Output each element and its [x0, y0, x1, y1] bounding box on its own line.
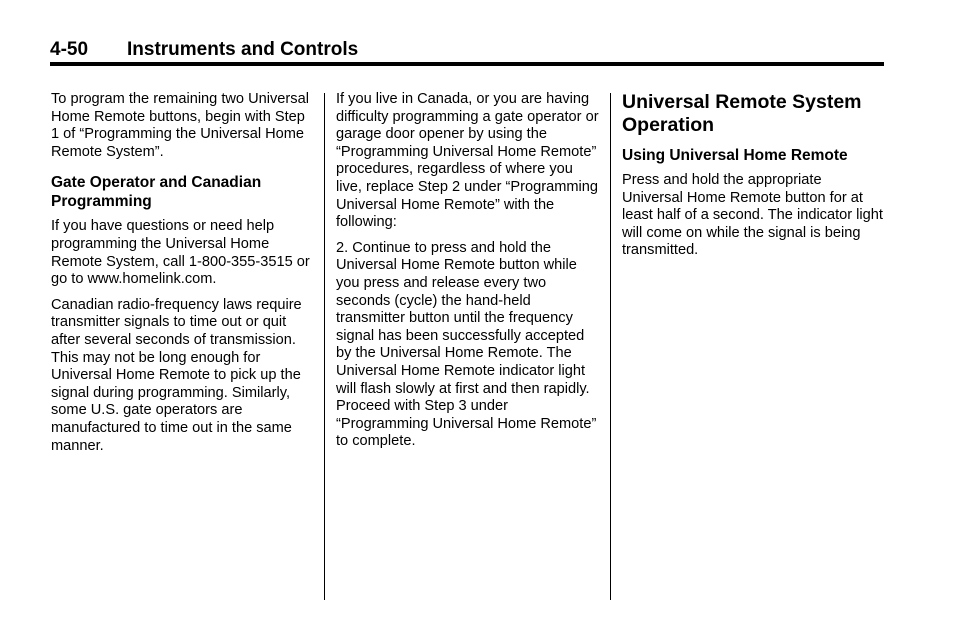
column-right: [622, 91, 886, 268]
header-rule: [50, 62, 884, 66]
column-divider-left: [324, 93, 325, 600]
step-two-paragraph: 2. Continue to press and hold the Universal Home Remote button while you press and release every two seconds (cycle) the hand-held transmitter button until the frequency signal has been successfully accepted by the Universal Home Remote. The Universal Home Remote indicator light will flash slowly at first and then rapidly. Proceed with Step 3 under “Programming Universal Home Remote” to complete.: [336, 239, 597, 450]
section-title: Instruments and Controls: [127, 39, 359, 60]
page-header: [50, 38, 884, 66]
page-number: 4-50: [50, 39, 89, 60]
column-left: [51, 91, 313, 463]
gate-operator-subheading: Gate Operator and Canadian Programming: [51, 174, 262, 211]
canadian-laws-paragraph: Canadian radio-frequency laws require transmitter signals to time out or quit after several seconds of transmission. This may not be long enough for Universal Home Remote to pick up the signal during programming. Similarly, some U.S. gate operators are manufactured to time out in the same manner.: [51, 296, 302, 454]
intro-paragraph: To program the remaining two Universal Home Remote buttons, begin with Step 1 of “Programming the Universal Home Remote System”.: [51, 91, 309, 160]
using-remote-subheading: Using Universal Home Remote: [622, 147, 848, 164]
canada-paragraph: If you live in Canada, or you are having difficulty programming a gate operator or garage door opener by using the “Programming Universal Home Remote” procedures, regardless of where you live, replace Step 2 under “Programming Universal Home Remote” with the following:: [336, 91, 599, 231]
press-hold-paragraph: Press and hold the appropriate Universal Home Remote button for at least half of a second. The indicator light will come on while the signal is being transmitted.: [622, 172, 883, 259]
help-paragraph: If you have questions or need help programming the Universal Home Remote System, call 1-800-355-3515 or go to www.homelink.com.: [51, 218, 310, 288]
operation-heading: Universal Remote System Operation: [622, 91, 862, 136]
column-divider-right: [610, 93, 611, 600]
column-middle: [336, 91, 602, 459]
